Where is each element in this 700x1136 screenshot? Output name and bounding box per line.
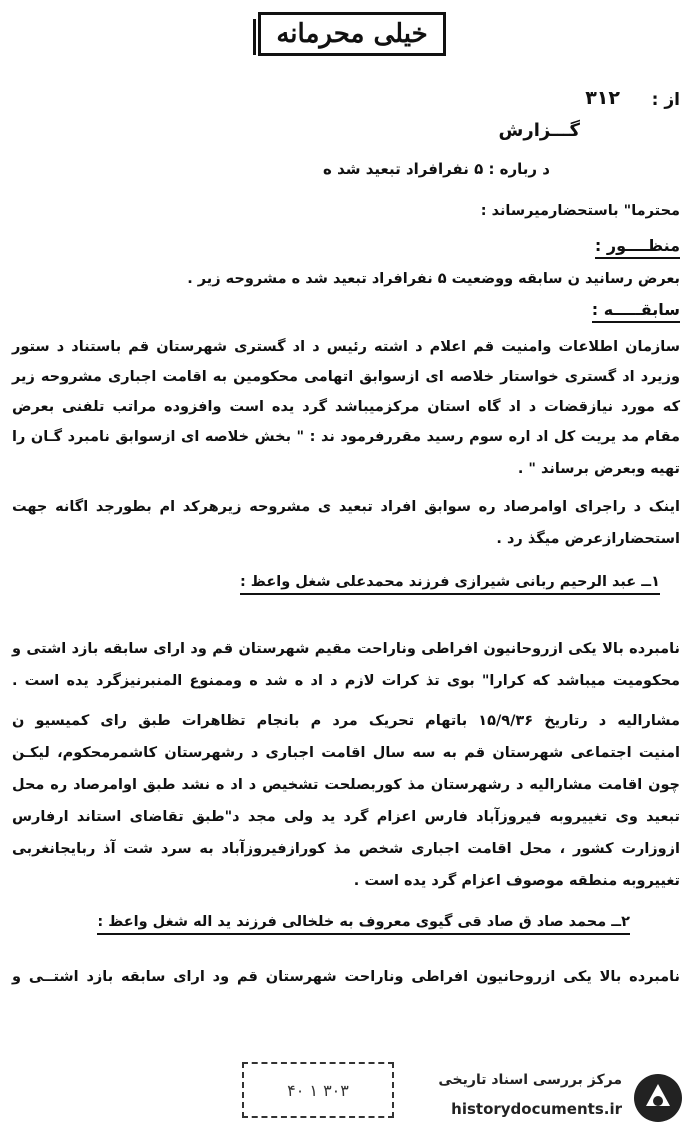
item-1-line: تبعید وی تغییروبه فیروزآباد فارس اعزام گرد ید ولی مجد د"طبق تقاضای استاند ارفارس <box>12 809 680 825</box>
item-1-line: مشارالیه د رتاریخ ۱۵/۹/۳۶ باتهام تحریک مرد م بانجام تظاهرات طبق رای کمیسیو ن <box>12 713 680 729</box>
purpose-text: بعرض رسانید ن سابقه ووضعیت ۵ نفرافراد تبعید شد ه مشروحه زیر . <box>187 271 680 287</box>
report-subject: د رباره : ۵ نفرافراد تبعید شد ه <box>323 160 550 178</box>
salutation: محترما" باستحضارمیرساند : <box>480 203 680 219</box>
from-label: از : <box>651 90 680 110</box>
watermark-url: historydocuments.ir <box>451 1100 622 1118</box>
purpose-heading: منظــــور : <box>595 236 680 255</box>
item-1-line: چون اقامت مشارالیه د رشهرستان مذ کوربصلحت تشخیص د اد ه نشد طبق اوامرصاد ره محل <box>12 777 680 793</box>
archive-seal: ۴۰ ۱ ۳۰۳ <box>242 1062 394 1118</box>
item-1-line: محکومیت میباشد که کرارا" بوی تذ کرات لازم د اد ه شد ه وممنوع المنبرنیزگرد یده است . <box>12 673 680 689</box>
item-1-line: تغییروبه منطقه موصوف اعزام گرد یده است . <box>353 873 680 889</box>
item-1-title: ۱ــ عبد الرحیم ربانی شیرازی فرزند محمدعلی شغل واعظ : <box>240 574 660 595</box>
background-line: مقام مد یریت کل اد اره سوم رسید مقررفرمود ند : " بخش خلاصه ای ازسوابق نامبرد گـان را <box>12 429 680 445</box>
archive-logo-icon <box>632 1072 684 1124</box>
item-1-line: امنیت اجتماعی شهرستان قم به سه سال اقامت اجباری د رشهرستان کاشمرمحکوم، لیکـن <box>12 745 680 761</box>
from-number: ۳۱۲ <box>585 87 620 109</box>
classification-stamp: خیلی محرمانه <box>258 12 446 56</box>
background-line: سازمان اطلاعات وامنیت قم اعلام د اشته رئیس د اد گستری شهرستان قم باستناد د ستور <box>12 339 680 355</box>
watermark <box>402 1066 692 1132</box>
watermark-title: مرکز بررسی اسناد تاریخی <box>438 1072 622 1088</box>
intro-line: اینک د راجرای اوامرصاد ره سوابق افراد تبعید ی مشروحه زیرهرکد ام بطورجد اگانه جهت <box>12 499 680 515</box>
item-2-title: ۲ــ محمد صاد ق صاد قی گیوی معروف به خلخالی فرزند ید اله شغل واعظ : <box>97 914 630 935</box>
background-heading: سابقـــــه : <box>592 300 680 319</box>
background-line: تهیه وبعرض برساند " . <box>517 461 680 477</box>
item-1-line: ازوزارت کشور ، محل اقامت اجباری شخص مذ کورازفیروزآباد به سرد شت آذ ربایجانغربی <box>12 841 680 857</box>
background-line: وزیرد اد گستری خواستار خلاصه ای ازسوابق اتهامی محکومین به اقامت اجباری مشروحه زیر <box>12 369 680 385</box>
intro-line: استحضارازعرض میگذ رد . <box>496 531 680 547</box>
background-line: که مورد نیازقضات د اد گاه استان مرکزمیباشد گرد یده است وافزوده مراتب تلفنی بعرض <box>12 399 680 415</box>
report-word: گـــزارش <box>498 120 580 141</box>
item-2-line: نامبرده بالا یکی ازروحانیون افراطی وناراحت شهرستان قم ود ارای سابقه بازد اشتــی و <box>12 969 680 985</box>
item-1-line: نامبرده بالا یکی ازروحانیون افراطی وناراحت مقیم شهرستان قم ود ارای سابقه بازد اشتی و <box>12 641 680 657</box>
